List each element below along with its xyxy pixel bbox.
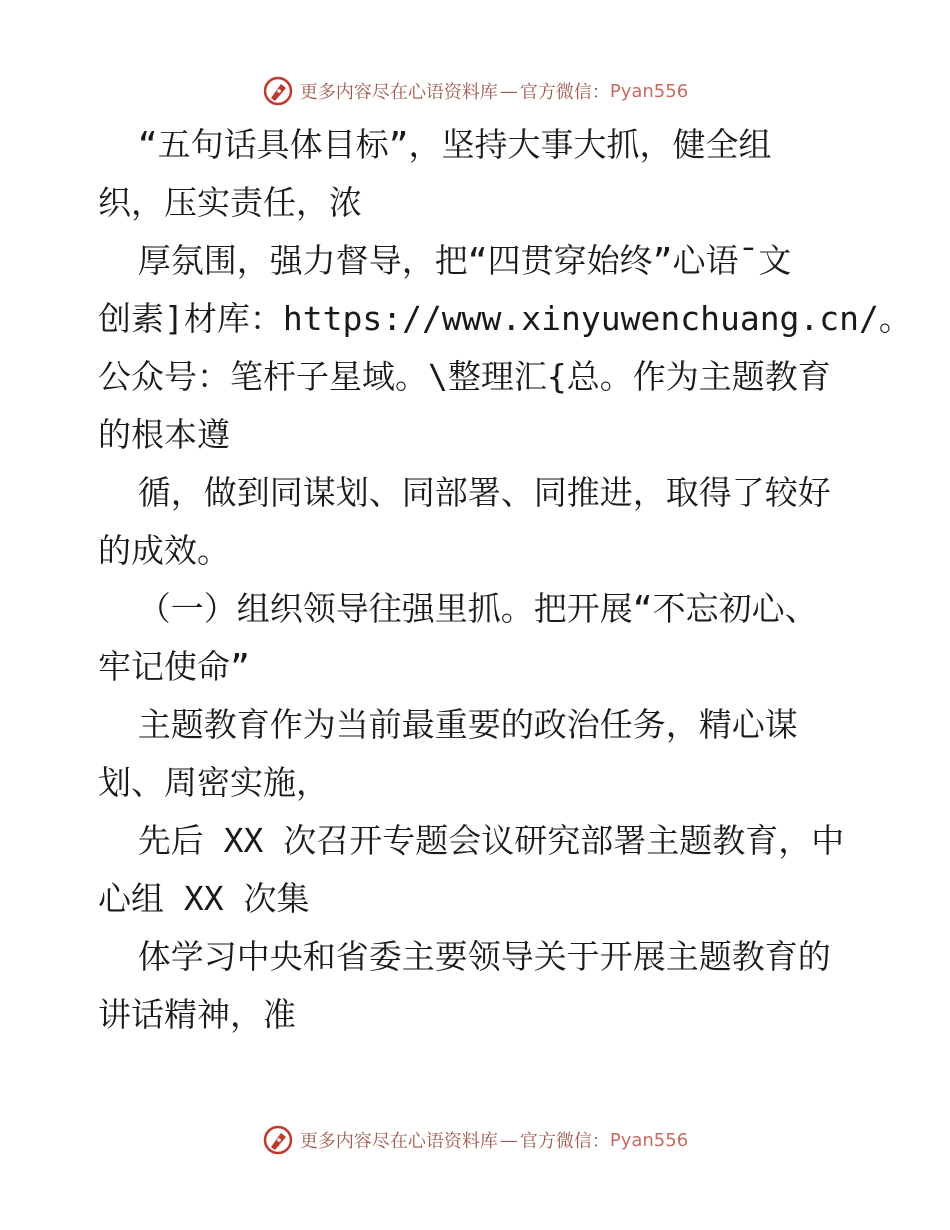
pen-nib-circle-icon	[262, 1124, 294, 1156]
text-line: 讲话精神，准	[98, 995, 296, 1034]
banner-wechat-label: 官方微信：	[519, 1131, 610, 1152]
text-line: 心组 XX 次集	[98, 879, 310, 918]
header-banner	[0, 73, 950, 109]
document-body	[98, 116, 912, 1044]
text-line: 先后 XX 次召开专题会议研究部署主题教育，中	[98, 821, 845, 860]
text-line: 循，做到同谋划、同部署、同推进，取得了较好	[98, 473, 831, 512]
text-line: 主题教育作为当前最重要的政治任务，精心谋	[98, 705, 798, 744]
banner-text: 更多内容尽在心语资料库	[299, 1131, 498, 1152]
footer-banner	[0, 1122, 950, 1158]
text-line: 划、周密实施，	[98, 763, 329, 802]
banner-dash: —	[499, 80, 518, 102]
banner-dash: —	[499, 1129, 518, 1151]
pen-nib-circle-icon	[262, 75, 294, 107]
banner-wechat-label: 官方微信：	[519, 82, 610, 103]
text-line: 织，压实责任，浓	[98, 183, 362, 222]
text-line: 公众号：笔杆子星域。\整理汇{总。作为主题教育	[98, 357, 831, 396]
banner-wechat-id: Pyan556	[609, 80, 689, 102]
banner-wechat-id: Pyan556	[609, 1129, 689, 1151]
text-line: 的成效。	[98, 531, 230, 570]
banner-text: 更多内容尽在心语资料库	[299, 82, 498, 103]
text-line: “五句话具体目标”，坚持大事大抓，健全组	[98, 125, 772, 164]
text-line-link: 创素]材库：https://www.xinyuwenchuang.cn/。	[98, 299, 912, 338]
text-line: 厚氛围，强力督导，把“四贯穿始终”心语¯文	[98, 241, 792, 280]
section-heading-line: （一）组织领导往强里抓。把开展“不忘初心、	[98, 589, 818, 628]
text-line: 体学习中央和省委主要领导关于开展主题教育的	[98, 937, 831, 976]
text-line: 的根本遵	[98, 415, 230, 454]
text-line: 牢记使命”	[98, 647, 250, 686]
